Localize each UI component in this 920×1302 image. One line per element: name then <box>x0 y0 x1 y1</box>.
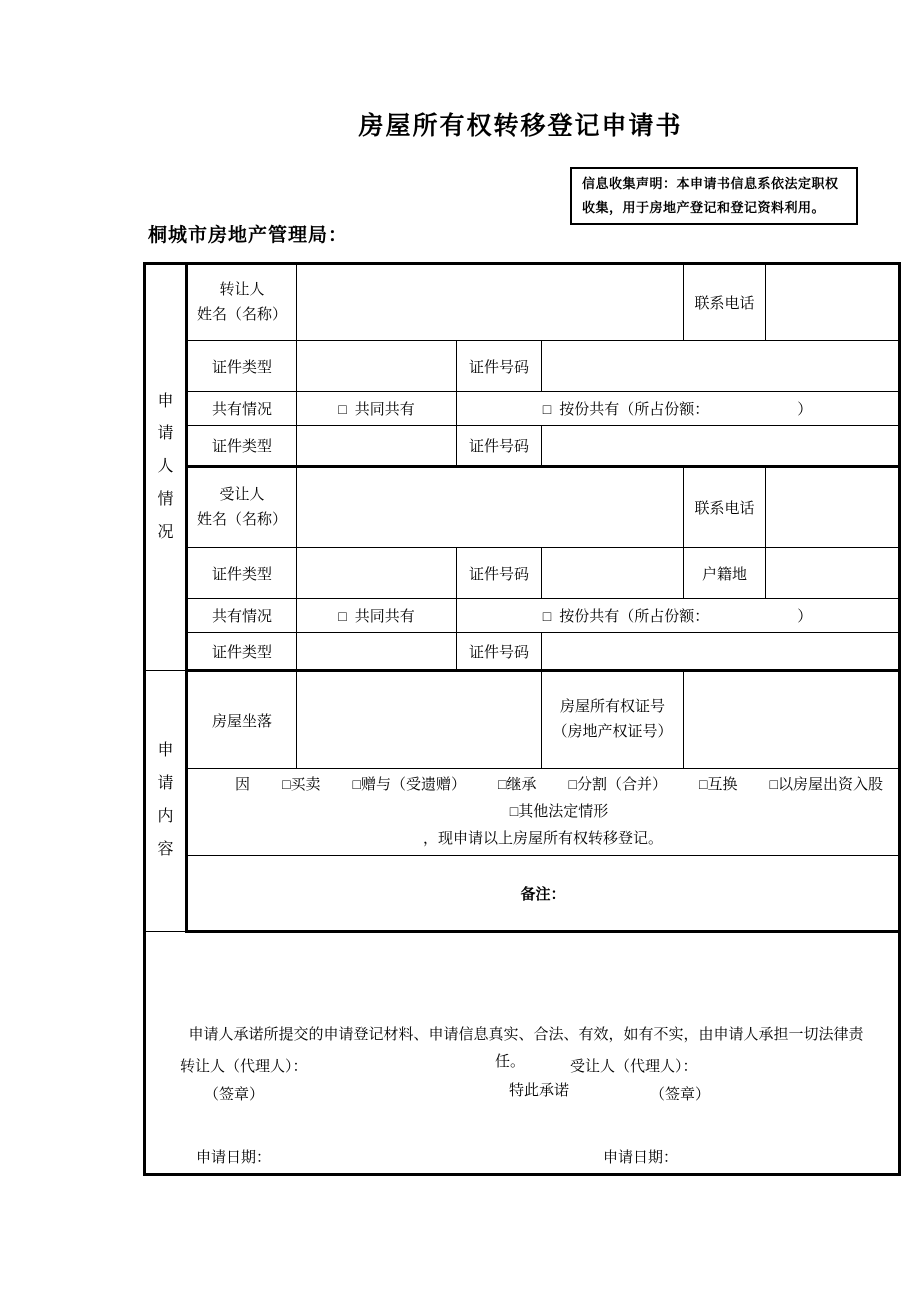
remark-area[interactable] <box>187 856 900 932</box>
reason-checkbox-other[interactable]: □ <box>509 804 519 820</box>
transferee-joint-ownership-option <box>297 599 457 633</box>
transferor-id-type2-input[interactable] <box>297 426 457 467</box>
reason-prefix: 因 <box>235 776 251 793</box>
transferee-id-type2-label: 证件类型 <box>187 633 297 671</box>
remark-label: 备注： <box>520 885 566 903</box>
transferor-name-label: 转让人 姓名（名称） <box>187 264 297 341</box>
transferor-joint-ownership-option <box>297 392 457 426</box>
share-ownership-label: 按份共有（所占份额： <box>559 402 710 418</box>
transferor-seal-label: （签章） <box>204 1087 265 1103</box>
transferee-residence-input[interactable] <box>766 548 900 599</box>
transferor-phone-label: 联系电话 <box>684 264 766 341</box>
commitment-section <box>145 932 900 1175</box>
table-row <box>145 392 900 426</box>
reason-checkbox-inheritance[interactable]: □ <box>498 777 507 793</box>
section-label-applicant: 申请人情况 <box>145 264 187 671</box>
transferee-name-input[interactable] <box>297 467 684 548</box>
transferee-id-number-label: 证件号码 <box>457 548 542 599</box>
reason-checkbox-exchange[interactable]: □ <box>699 777 708 793</box>
transferor-id-number2-input[interactable] <box>542 426 900 467</box>
joint-ownership-label: 共同共有 <box>354 609 415 625</box>
page-title: 房屋所有权转移登记申请书 <box>358 112 683 140</box>
transferee-share-ownership-checkbox[interactable]: □ <box>542 610 552 625</box>
reason-label-investment: 以房屋出资入股 <box>777 776 883 793</box>
transfer-reason-line1 <box>188 772 898 826</box>
share-ownership-close-paren: ） <box>797 609 813 625</box>
reason-checkbox-investment[interactable]: □ <box>769 777 778 793</box>
info-collection-notice: 信息收集声明：本申请书信息系依法定职权收集，用于房地产登记和登记资料利用。 <box>570 167 858 225</box>
reason-checkbox-division[interactable]: □ <box>568 777 577 793</box>
transferee-id-number-input[interactable] <box>542 548 684 599</box>
commitment-statement: 申请人承诺所提交的申请登记材料、申请信息真实、合法、有效，如有不实，由申请人承担一切法律责任。 <box>188 1026 864 1070</box>
ownership-cert-number-input[interactable] <box>684 671 900 769</box>
transferee-seal-label: （签章） <box>650 1087 711 1103</box>
transferor-id-type2-label: 证件类型 <box>187 426 297 467</box>
transferor-phone-input[interactable] <box>766 264 900 341</box>
transferee-id-number2-label: 证件号码 <box>457 633 542 671</box>
transferor-joint-ownership-checkbox[interactable]: □ <box>338 403 347 418</box>
transferor-share-ownership-checkbox[interactable]: □ <box>542 403 552 418</box>
addressee-line: 桐城市房地产管理局： <box>148 225 349 246</box>
transferee-residence-label: 户籍地 <box>684 548 766 599</box>
reason-checkbox-sale[interactable]: □ <box>282 777 291 793</box>
transferee-id-type-input[interactable] <box>297 548 457 599</box>
transferor-id-number-input[interactable] <box>542 341 900 392</box>
reason-label-inheritance: 继承 <box>506 776 537 793</box>
reason-label-other: 其他法定情形 <box>518 803 609 820</box>
transferee-co-ownership-label: 共有情况 <box>187 599 297 633</box>
transferee-date-label: 申请日期： <box>603 1150 679 1166</box>
transferor-share-ownership-option <box>457 392 900 426</box>
transferor-co-ownership-label: 共有情况 <box>187 392 297 426</box>
transferor-id-type-label: 证件类型 <box>187 341 297 392</box>
table-row <box>145 426 900 467</box>
transferee-name-label: 受让人 姓名（名称） <box>187 467 297 548</box>
reason-label-exchange: 互换 <box>707 776 738 793</box>
transferee-share-ownership-option <box>457 599 900 633</box>
transferee-id-number2-input[interactable] <box>542 633 900 671</box>
transferee-phone-label: 联系电话 <box>684 467 766 548</box>
table-row <box>145 264 900 341</box>
transferee-id-type2-input[interactable] <box>297 633 457 671</box>
table-row <box>145 633 900 671</box>
transferor-signature-label: 转让人（代理人）： <box>180 1059 308 1075</box>
reason-label-division: 分割（合并） <box>576 776 667 793</box>
transfer-reason-line2: ，现申请以上房屋所有权转移登记。 <box>423 830 664 847</box>
reason-label-sale: 买卖 <box>290 776 321 793</box>
reason-checkbox-gift[interactable]: □ <box>352 777 362 793</box>
table-row <box>145 599 900 633</box>
transferor-id-number2-label: 证件号码 <box>457 426 542 467</box>
section-label-application-content: 申请内容 <box>145 671 187 932</box>
house-location-label: 房屋坐落 <box>187 671 297 769</box>
joint-ownership-label: 共同共有 <box>354 402 415 418</box>
house-location-input[interactable] <box>297 671 542 769</box>
share-ownership-label: 按份共有（所占份额： <box>559 609 710 625</box>
table-row <box>145 548 900 599</box>
table-row <box>145 932 900 1175</box>
transferee-signature-label: 受让人（代理人）： <box>570 1059 698 1075</box>
transferee-phone-input[interactable] <box>766 467 900 548</box>
transfer-reason-row <box>187 769 900 856</box>
hereby-promise-text: 特此承诺 <box>509 1082 570 1099</box>
transferor-id-type-input[interactable] <box>297 341 457 392</box>
transferor-name-input[interactable] <box>297 264 684 341</box>
application-form-table <box>143 262 901 1176</box>
table-row <box>145 467 900 548</box>
transferor-id-number-label: 证件号码 <box>457 341 542 392</box>
ownership-cert-number-label: 房屋所有权证号 （房地产权证号） <box>542 671 684 769</box>
reason-label-gift: 赠与（受遗赠） <box>361 776 467 793</box>
transferor-date-label: 申请日期： <box>196 1150 272 1166</box>
table-row <box>145 341 900 392</box>
table-row <box>145 856 900 932</box>
transferee-id-type-label: 证件类型 <box>187 548 297 599</box>
transferee-joint-ownership-checkbox[interactable]: □ <box>338 610 347 625</box>
table-row <box>145 671 900 769</box>
table-row <box>145 769 900 856</box>
share-ownership-close-paren: ） <box>797 402 813 418</box>
